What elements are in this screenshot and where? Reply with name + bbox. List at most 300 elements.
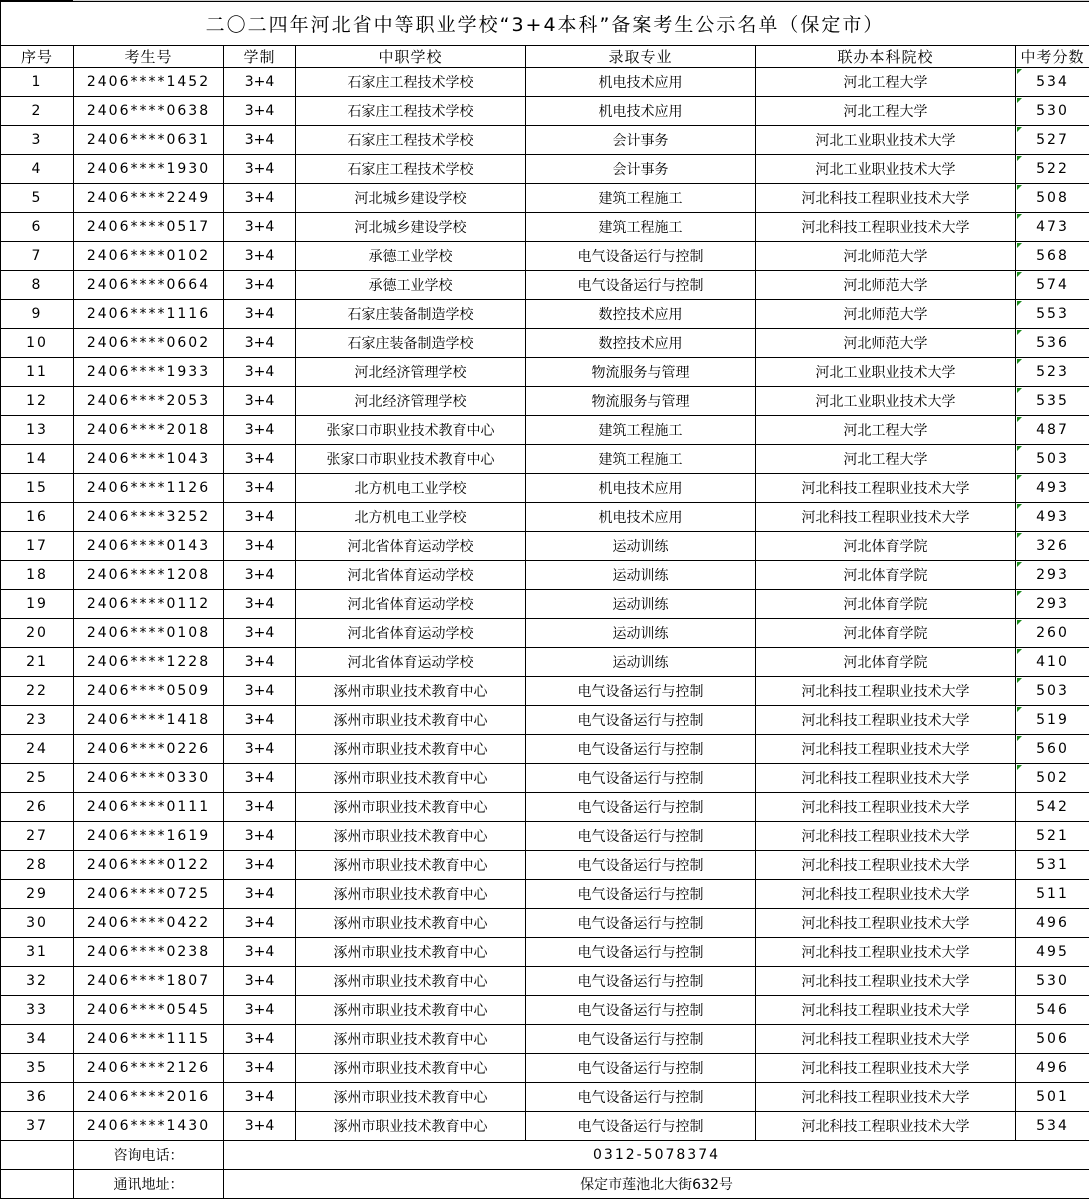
table-row xyxy=(1,590,1089,619)
candidate-list-table xyxy=(0,1,1089,1199)
program-length-cell: 3+4 xyxy=(224,532,296,561)
table-row xyxy=(1,1112,1089,1141)
program-length-cell: 3+4 xyxy=(224,561,296,590)
vocational-school-cell: 河北省体育运动学校 xyxy=(296,590,526,619)
number-as-text-marker-icon xyxy=(1017,765,1022,770)
vocational-school-cell: 涿州市职业技术教育中心 xyxy=(296,1054,526,1083)
row-index-cell: 13 xyxy=(1,416,74,445)
table-row xyxy=(1,474,1089,503)
university-cell: 河北科技工程职业技术大学 xyxy=(756,909,1016,938)
table-row xyxy=(1,358,1089,387)
major-cell: 电气设备运行与控制 xyxy=(526,909,756,938)
program-length-cell: 3+4 xyxy=(224,619,296,648)
university-cell: 河北师范大学 xyxy=(756,329,1016,358)
score-value: 542 xyxy=(1036,799,1069,815)
table-row xyxy=(1,271,1089,300)
row-index-cell: 1 xyxy=(1,68,74,97)
candidate-id-cell: 2406****1126 xyxy=(74,474,224,503)
university-cell: 河北体育学院 xyxy=(756,648,1016,677)
row-index-cell: 34 xyxy=(1,1025,74,1054)
university-cell: 河北工业职业技术大学 xyxy=(756,358,1016,387)
vocational-school-cell: 石家庄工程技术学校 xyxy=(296,97,526,126)
program-length-cell: 3+4 xyxy=(224,1112,296,1141)
program-length-cell: 3+4 xyxy=(224,474,296,503)
program-length-cell: 3+4 xyxy=(224,387,296,416)
table-row xyxy=(1,967,1089,996)
footer-empty-cell xyxy=(1,1141,74,1170)
university-cell: 河北师范大学 xyxy=(756,271,1016,300)
candidate-id-cell: 2406****3252 xyxy=(74,503,224,532)
university-cell: 河北科技工程职业技术大学 xyxy=(756,1025,1016,1054)
program-length-cell: 3+4 xyxy=(224,1083,296,1112)
score-cell xyxy=(1016,967,1089,996)
major-cell: 建筑工程施工 xyxy=(526,184,756,213)
program-length-cell: 3+4 xyxy=(224,851,296,880)
major-cell: 物流服务与管理 xyxy=(526,358,756,387)
row-index-cell: 25 xyxy=(1,764,74,793)
number-as-text-marker-icon xyxy=(1017,272,1022,277)
number-as-text-marker-icon xyxy=(1017,156,1022,161)
score-value: 496 xyxy=(1036,915,1069,931)
table-row xyxy=(1,97,1089,126)
header-index: 序号 xyxy=(1,46,74,68)
vocational-school-cell: 涿州市职业技术教育中心 xyxy=(296,996,526,1025)
table-row xyxy=(1,706,1089,735)
table-row xyxy=(1,184,1089,213)
table-row xyxy=(1,764,1089,793)
row-index-cell: 6 xyxy=(1,213,74,242)
program-length-cell: 3+4 xyxy=(224,213,296,242)
candidate-id-cell: 2406****2016 xyxy=(74,1083,224,1112)
score-value: 534 xyxy=(1036,74,1069,90)
score-cell xyxy=(1016,445,1089,474)
program-length-cell: 3+4 xyxy=(224,1054,296,1083)
score-value: 506 xyxy=(1036,1031,1069,1047)
table-row xyxy=(1,793,1089,822)
number-as-text-marker-icon xyxy=(1017,127,1022,132)
table-row xyxy=(1,155,1089,184)
table-row xyxy=(1,938,1089,967)
score-value: 503 xyxy=(1036,683,1069,699)
candidate-id-cell: 2406****1930 xyxy=(74,155,224,184)
score-cell xyxy=(1016,155,1089,184)
vocational-school-cell: 石家庄装备制造学校 xyxy=(296,329,526,358)
major-cell: 电气设备运行与控制 xyxy=(526,1083,756,1112)
table-row xyxy=(1,880,1089,909)
score-cell xyxy=(1016,909,1089,938)
vocational-school-cell: 涿州市职业技术教育中心 xyxy=(296,735,526,764)
candidate-id-cell: 2406****0226 xyxy=(74,735,224,764)
major-cell: 电气设备运行与控制 xyxy=(526,880,756,909)
program-length-cell: 3+4 xyxy=(224,735,296,764)
score-cell xyxy=(1016,184,1089,213)
row-index-cell: 35 xyxy=(1,1054,74,1083)
phone-label: 咨询电话： xyxy=(74,1141,224,1170)
university-cell: 河北科技工程职业技术大学 xyxy=(756,851,1016,880)
score-value: 553 xyxy=(1036,306,1069,322)
major-cell: 机电技术应用 xyxy=(526,503,756,532)
vocational-school-cell: 涿州市职业技术教育中心 xyxy=(296,938,526,967)
score-cell xyxy=(1016,677,1089,706)
vocational-school-cell: 河北省体育运动学校 xyxy=(296,532,526,561)
score-cell xyxy=(1016,97,1089,126)
score-cell xyxy=(1016,735,1089,764)
vocational-school-cell: 涿州市职业技术教育中心 xyxy=(296,967,526,996)
candidate-id-cell: 2406****0108 xyxy=(74,619,224,648)
university-cell: 河北体育学院 xyxy=(756,619,1016,648)
major-cell: 电气设备运行与控制 xyxy=(526,851,756,880)
table-row xyxy=(1,909,1089,938)
candidate-id-cell: 2406****0238 xyxy=(74,938,224,967)
candidate-id-cell: 2406****0602 xyxy=(74,329,224,358)
score-value: 546 xyxy=(1036,1002,1069,1018)
program-length-cell: 3+4 xyxy=(224,445,296,474)
row-index-cell: 8 xyxy=(1,271,74,300)
table-row xyxy=(1,735,1089,764)
score-cell xyxy=(1016,619,1089,648)
major-cell: 电气设备运行与控制 xyxy=(526,938,756,967)
number-as-text-marker-icon xyxy=(1017,620,1022,625)
header-score: 中考分数 xyxy=(1016,46,1089,68)
vocational-school-cell: 河北经济管理学校 xyxy=(296,358,526,387)
number-as-text-marker-icon xyxy=(1017,736,1022,741)
major-cell: 数控技术应用 xyxy=(526,329,756,358)
university-cell: 河北科技工程职业技术大学 xyxy=(756,706,1016,735)
row-index-cell: 27 xyxy=(1,822,74,851)
university-cell: 河北科技工程职业技术大学 xyxy=(756,1112,1016,1141)
candidate-id-cell: 2406****0111 xyxy=(74,793,224,822)
score-value: 530 xyxy=(1036,973,1069,989)
table-row xyxy=(1,329,1089,358)
score-cell xyxy=(1016,851,1089,880)
vocational-school-cell: 涿州市职业技术教育中心 xyxy=(296,822,526,851)
vocational-school-cell: 承德工业学校 xyxy=(296,242,526,271)
score-value: 521 xyxy=(1036,828,1069,844)
number-as-text-marker-icon xyxy=(1017,678,1022,683)
table-row xyxy=(1,1025,1089,1054)
vocational-school-cell: 石家庄工程技术学校 xyxy=(296,155,526,184)
table-row xyxy=(1,213,1089,242)
candidate-id-cell: 2406****1933 xyxy=(74,358,224,387)
university-cell: 河北工程大学 xyxy=(756,445,1016,474)
score-value: 560 xyxy=(1036,741,1069,757)
major-cell: 物流服务与管理 xyxy=(526,387,756,416)
row-index-cell: 17 xyxy=(1,532,74,561)
score-value: 536 xyxy=(1036,335,1069,351)
candidate-id-cell: 2406****0509 xyxy=(74,677,224,706)
row-index-cell: 4 xyxy=(1,155,74,184)
table-row xyxy=(1,996,1089,1025)
score-cell xyxy=(1016,126,1089,155)
table-row xyxy=(1,648,1089,677)
major-cell: 运动训练 xyxy=(526,561,756,590)
major-cell: 机电技术应用 xyxy=(526,68,756,97)
table-row xyxy=(1,503,1089,532)
row-index-cell: 37 xyxy=(1,1112,74,1141)
program-length-cell: 3+4 xyxy=(224,271,296,300)
vocational-school-cell: 河北省体育运动学校 xyxy=(296,561,526,590)
number-as-text-marker-icon xyxy=(1017,504,1022,509)
score-cell xyxy=(1016,706,1089,735)
major-cell: 电气设备运行与控制 xyxy=(526,706,756,735)
footer-address-row xyxy=(1,1170,1089,1199)
score-value: 531 xyxy=(1036,857,1069,873)
number-as-text-marker-icon xyxy=(1017,649,1022,654)
number-as-text-marker-icon xyxy=(1017,69,1022,74)
program-length-cell: 3+4 xyxy=(224,97,296,126)
row-index-cell: 14 xyxy=(1,445,74,474)
candidate-id-cell: 2406****1807 xyxy=(74,967,224,996)
vocational-school-cell: 涿州市职业技术教育中心 xyxy=(296,1112,526,1141)
score-cell xyxy=(1016,271,1089,300)
university-cell: 河北科技工程职业技术大学 xyxy=(756,764,1016,793)
score-cell xyxy=(1016,822,1089,851)
vocational-school-cell: 涿州市职业技术教育中心 xyxy=(296,880,526,909)
row-index-cell: 10 xyxy=(1,329,74,358)
vocational-school-cell: 涿州市职业技术教育中心 xyxy=(296,1025,526,1054)
score-cell xyxy=(1016,300,1089,329)
university-cell: 河北工程大学 xyxy=(756,97,1016,126)
score-value: 501 xyxy=(1036,1089,1069,1105)
university-cell: 河北科技工程职业技术大学 xyxy=(756,503,1016,532)
vocational-school-cell: 河北省体育运动学校 xyxy=(296,619,526,648)
row-index-cell: 15 xyxy=(1,474,74,503)
number-as-text-marker-icon xyxy=(1017,388,1022,393)
score-value: 519 xyxy=(1036,712,1069,728)
address-value: 保定市莲池北大街632号 xyxy=(224,1170,1089,1199)
program-length-cell: 3+4 xyxy=(224,68,296,97)
score-cell xyxy=(1016,387,1089,416)
program-length-cell: 3+4 xyxy=(224,967,296,996)
university-cell: 河北师范大学 xyxy=(756,242,1016,271)
score-value: 534 xyxy=(1036,1118,1069,1134)
row-index-cell: 21 xyxy=(1,648,74,677)
vocational-school-cell: 张家口市职业技术教育中心 xyxy=(296,416,526,445)
candidate-id-cell: 2406****2126 xyxy=(74,1054,224,1083)
university-cell: 河北科技工程职业技术大学 xyxy=(756,938,1016,967)
candidate-id-cell: 2406****0122 xyxy=(74,851,224,880)
candidate-id-cell: 2406****1430 xyxy=(74,1112,224,1141)
program-length-cell: 3+4 xyxy=(224,242,296,271)
program-length-cell: 3+4 xyxy=(224,793,296,822)
score-value: 522 xyxy=(1036,161,1069,177)
program-length-cell: 3+4 xyxy=(224,300,296,329)
candidate-id-cell: 2406****1116 xyxy=(74,300,224,329)
score-value: 508 xyxy=(1036,190,1069,206)
footer-phone-row xyxy=(1,1141,1089,1170)
vocational-school-cell: 承德工业学校 xyxy=(296,271,526,300)
program-length-cell: 3+4 xyxy=(224,648,296,677)
score-value: 530 xyxy=(1036,103,1069,119)
candidate-id-cell: 2406****0102 xyxy=(74,242,224,271)
phone-value: 0312-5078374 xyxy=(224,1141,1089,1170)
score-cell xyxy=(1016,996,1089,1025)
candidate-id-cell: 2406****1452 xyxy=(74,68,224,97)
candidate-id-cell: 2406****2249 xyxy=(74,184,224,213)
row-index-cell: 23 xyxy=(1,706,74,735)
university-cell: 河北科技工程职业技术大学 xyxy=(756,677,1016,706)
row-index-cell: 5 xyxy=(1,184,74,213)
score-cell xyxy=(1016,242,1089,271)
candidate-id-cell: 2406****0330 xyxy=(74,764,224,793)
row-index-cell: 7 xyxy=(1,242,74,271)
vocational-school-cell: 石家庄装备制造学校 xyxy=(296,300,526,329)
vocational-school-cell: 张家口市职业技术教育中心 xyxy=(296,445,526,474)
major-cell: 建筑工程施工 xyxy=(526,445,756,474)
address-label: 通讯地址： xyxy=(74,1170,224,1199)
score-value: 535 xyxy=(1036,393,1069,409)
row-index-cell: 12 xyxy=(1,387,74,416)
program-length-cell: 3+4 xyxy=(224,909,296,938)
number-as-text-marker-icon xyxy=(1017,475,1022,480)
vocational-school-cell: 石家庄工程技术学校 xyxy=(296,68,526,97)
vocational-school-cell: 河北经济管理学校 xyxy=(296,387,526,416)
major-cell: 机电技术应用 xyxy=(526,474,756,503)
candidate-id-cell: 2406****1228 xyxy=(74,648,224,677)
number-as-text-marker-icon xyxy=(1017,533,1022,538)
score-cell xyxy=(1016,1025,1089,1054)
score-value: 574 xyxy=(1036,277,1069,293)
header-university: 联办本科院校 xyxy=(756,46,1016,68)
major-cell: 建筑工程施工 xyxy=(526,213,756,242)
major-cell: 运动训练 xyxy=(526,619,756,648)
number-as-text-marker-icon xyxy=(1017,98,1022,103)
candidate-id-cell: 2406****2053 xyxy=(74,387,224,416)
major-cell: 会计事务 xyxy=(526,155,756,184)
score-cell xyxy=(1016,503,1089,532)
score-cell xyxy=(1016,590,1089,619)
major-cell: 运动训练 xyxy=(526,590,756,619)
row-index-cell: 16 xyxy=(1,503,74,532)
score-cell xyxy=(1016,329,1089,358)
program-length-cell: 3+4 xyxy=(224,155,296,184)
row-index-cell: 29 xyxy=(1,880,74,909)
university-cell: 河北工业职业技术大学 xyxy=(756,126,1016,155)
header-program-length: 学制 xyxy=(224,46,296,68)
row-index-cell: 26 xyxy=(1,793,74,822)
vocational-school-cell: 石家庄工程技术学校 xyxy=(296,126,526,155)
number-as-text-marker-icon xyxy=(1017,591,1022,596)
vocational-school-cell: 涿州市职业技术教育中心 xyxy=(296,677,526,706)
row-index-cell: 19 xyxy=(1,590,74,619)
table-row xyxy=(1,532,1089,561)
number-as-text-marker-icon xyxy=(1017,214,1022,219)
row-index-cell: 18 xyxy=(1,561,74,590)
program-length-cell: 3+4 xyxy=(224,590,296,619)
score-value: 502 xyxy=(1036,770,1069,786)
vocational-school-cell: 涿州市职业技术教育中心 xyxy=(296,909,526,938)
score-cell xyxy=(1016,1112,1089,1141)
major-cell: 电气设备运行与控制 xyxy=(526,242,756,271)
row-index-cell: 20 xyxy=(1,619,74,648)
row-index-cell: 24 xyxy=(1,735,74,764)
university-cell: 河北科技工程职业技术大学 xyxy=(756,793,1016,822)
vocational-school-cell: 北方机电工业学校 xyxy=(296,474,526,503)
score-value: 260 xyxy=(1036,625,1069,641)
table-row xyxy=(1,677,1089,706)
header-vocational-school: 中职学校 xyxy=(296,46,526,68)
program-length-cell: 3+4 xyxy=(224,1025,296,1054)
row-index-cell: 31 xyxy=(1,938,74,967)
university-cell: 河北科技工程职业技术大学 xyxy=(756,996,1016,1025)
row-index-cell: 3 xyxy=(1,126,74,155)
candidate-id-cell: 2406****0725 xyxy=(74,880,224,909)
vocational-school-cell: 河北城乡建设学校 xyxy=(296,213,526,242)
table-row xyxy=(1,387,1089,416)
program-length-cell: 3+4 xyxy=(224,880,296,909)
university-cell: 河北体育学院 xyxy=(756,590,1016,619)
table-row xyxy=(1,1083,1089,1112)
candidate-id-cell: 2406****0422 xyxy=(74,909,224,938)
score-value: 410 xyxy=(1036,654,1069,670)
footer-empty-cell xyxy=(1,1170,74,1199)
number-as-text-marker-icon xyxy=(1017,562,1022,567)
number-as-text-marker-icon xyxy=(1017,243,1022,248)
major-cell: 建筑工程施工 xyxy=(526,416,756,445)
score-cell xyxy=(1016,474,1089,503)
number-as-text-marker-icon xyxy=(1017,185,1022,190)
row-index-cell: 11 xyxy=(1,358,74,387)
row-index-cell: 30 xyxy=(1,909,74,938)
program-length-cell: 3+4 xyxy=(224,706,296,735)
table-row xyxy=(1,242,1089,271)
score-value: 293 xyxy=(1036,567,1069,583)
score-cell xyxy=(1016,532,1089,561)
university-cell: 河北工业职业技术大学 xyxy=(756,155,1016,184)
number-as-text-marker-icon xyxy=(1017,301,1022,306)
table-row xyxy=(1,619,1089,648)
major-cell: 电气设备运行与控制 xyxy=(526,1112,756,1141)
vocational-school-cell: 涿州市职业技术教育中心 xyxy=(296,764,526,793)
university-cell: 河北体育学院 xyxy=(756,561,1016,590)
vocational-school-cell: 北方机电工业学校 xyxy=(296,503,526,532)
score-cell xyxy=(1016,793,1089,822)
major-cell: 电气设备运行与控制 xyxy=(526,996,756,1025)
major-cell: 电气设备运行与控制 xyxy=(526,677,756,706)
row-index-cell: 36 xyxy=(1,1083,74,1112)
major-cell: 数控技术应用 xyxy=(526,300,756,329)
score-cell xyxy=(1016,1083,1089,1112)
university-cell: 河北师范大学 xyxy=(756,300,1016,329)
score-value: 293 xyxy=(1036,596,1069,612)
university-cell: 河北体育学院 xyxy=(756,532,1016,561)
score-value: 493 xyxy=(1036,509,1069,525)
university-cell: 河北科技工程职业技术大学 xyxy=(756,735,1016,764)
program-length-cell: 3+4 xyxy=(224,996,296,1025)
candidate-id-cell: 2406****0143 xyxy=(74,532,224,561)
university-cell: 河北科技工程职业技术大学 xyxy=(756,474,1016,503)
candidate-id-cell: 2406****0112 xyxy=(74,590,224,619)
university-cell: 河北科技工程职业技术大学 xyxy=(756,1054,1016,1083)
university-cell: 河北科技工程职业技术大学 xyxy=(756,184,1016,213)
program-length-cell: 3+4 xyxy=(224,764,296,793)
table-row xyxy=(1,822,1089,851)
score-value: 496 xyxy=(1036,1060,1069,1076)
candidate-id-cell: 2406****0545 xyxy=(74,996,224,1025)
university-cell: 河北科技工程职业技术大学 xyxy=(756,880,1016,909)
score-value: 487 xyxy=(1036,422,1069,438)
table-row xyxy=(1,445,1089,474)
program-length-cell: 3+4 xyxy=(224,416,296,445)
score-value: 503 xyxy=(1036,451,1069,467)
major-cell: 电气设备运行与控制 xyxy=(526,793,756,822)
number-as-text-marker-icon xyxy=(1017,359,1022,364)
score-cell xyxy=(1016,358,1089,387)
score-cell xyxy=(1016,938,1089,967)
row-index-cell: 33 xyxy=(1,996,74,1025)
program-length-cell: 3+4 xyxy=(224,184,296,213)
major-cell: 电气设备运行与控制 xyxy=(526,1054,756,1083)
